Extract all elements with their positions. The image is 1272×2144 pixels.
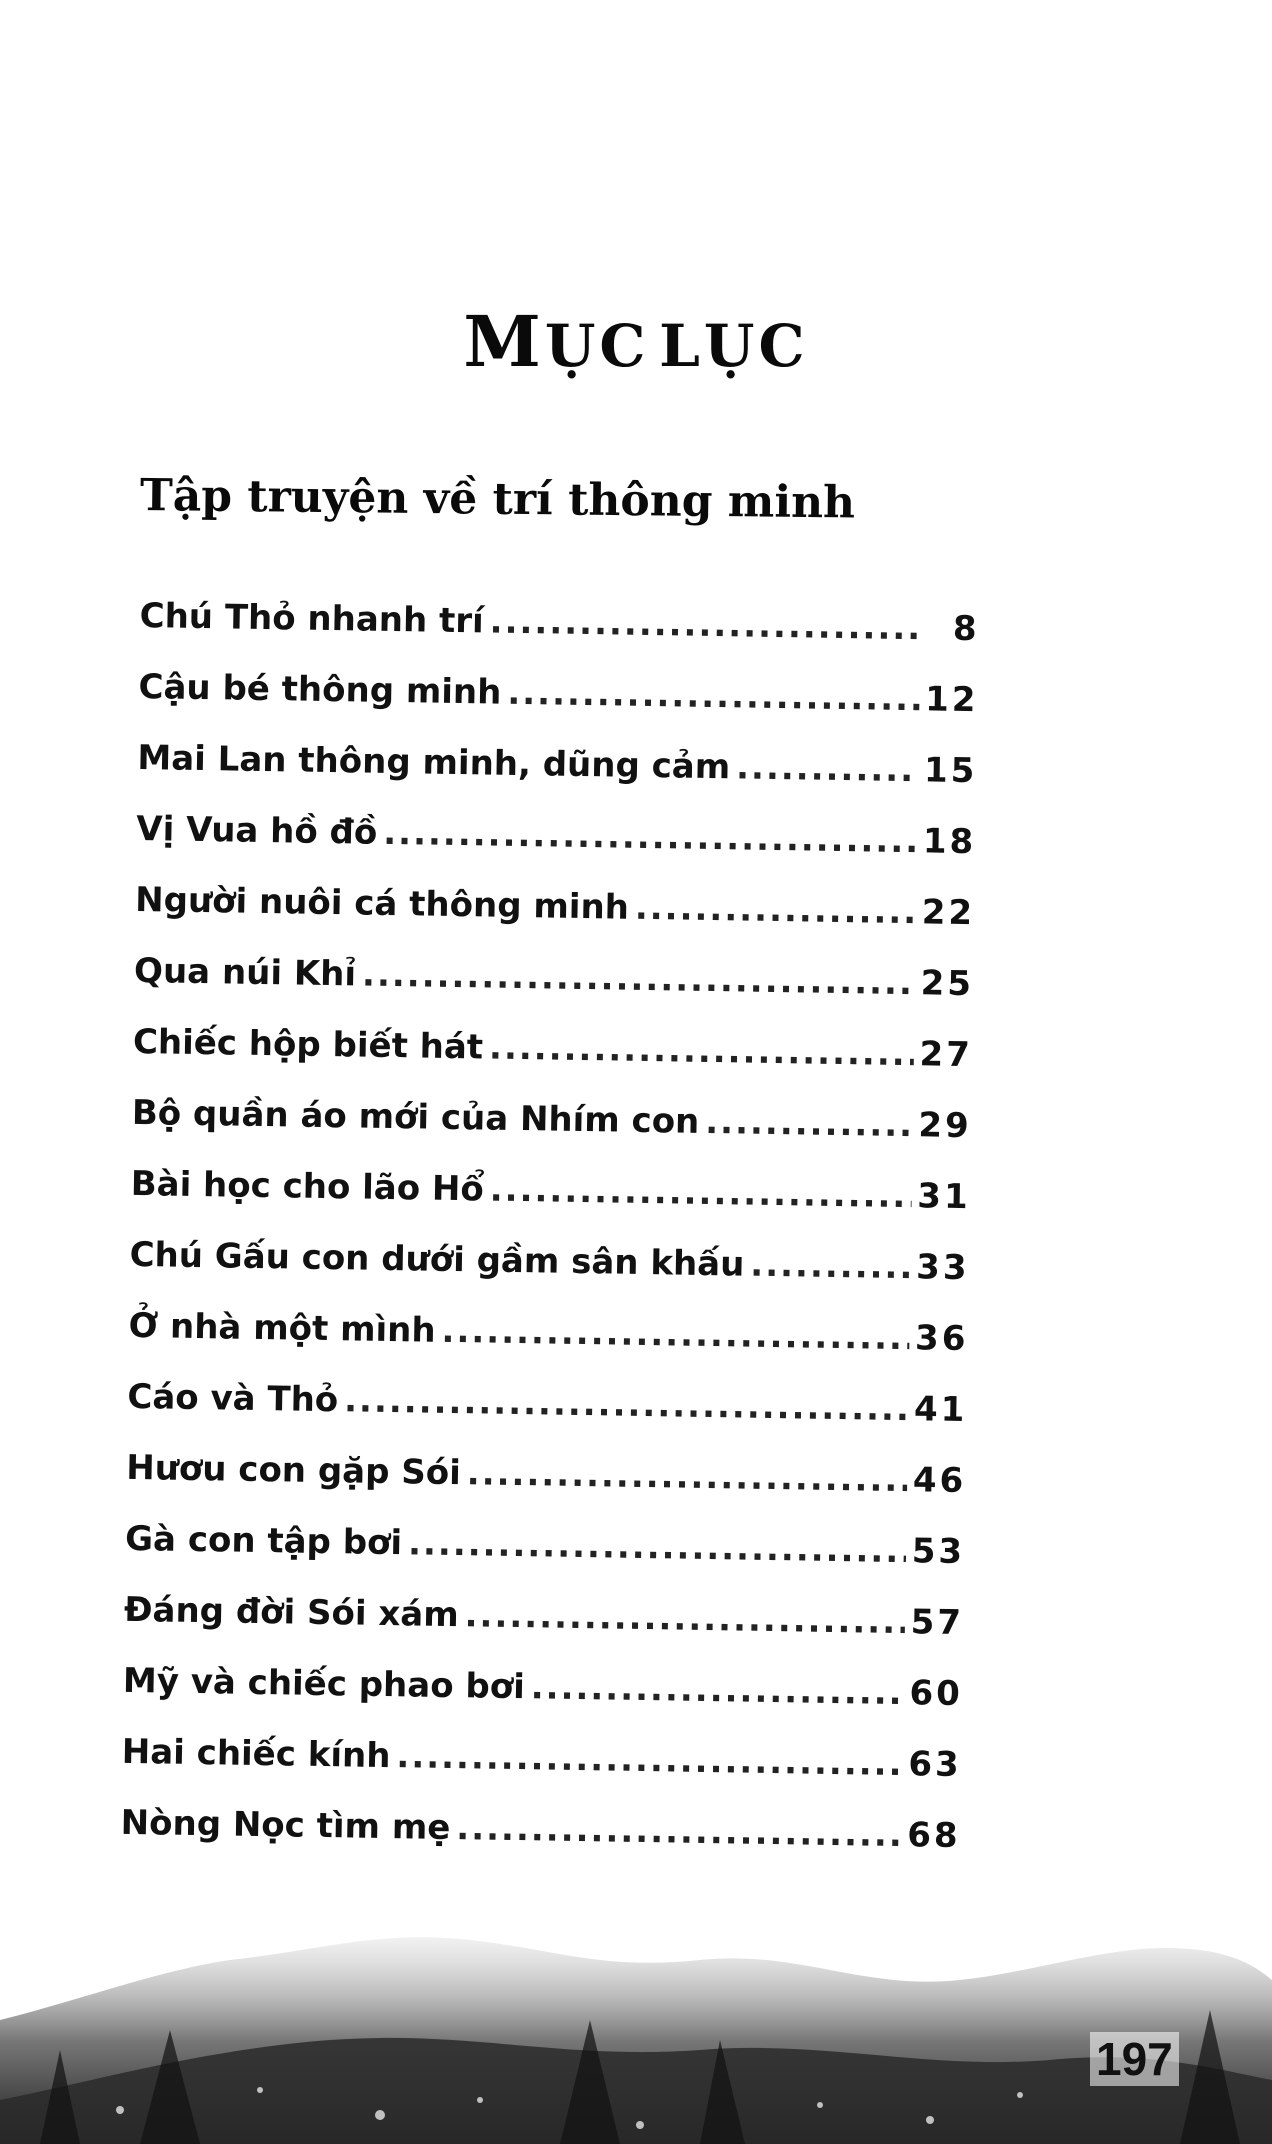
toc-entry-page: 41 — [913, 1389, 968, 1431]
landscape-illustration — [0, 1900, 1272, 2144]
toc-leader-dots — [464, 1595, 905, 1642]
toc-leader-dots — [736, 747, 918, 790]
toc-leader-dots — [441, 1311, 909, 1358]
toc-entry-title: Cáo và Thỏ — [127, 1376, 339, 1421]
toc-entry-title: Bộ quần áo mới của Nhím con — [131, 1092, 700, 1142]
toc-entry-page: 53 — [911, 1531, 966, 1573]
toc-entry — [120, 1803, 961, 1887]
toc-leader-dots — [489, 1028, 914, 1075]
toc-entry-title: Chú Gấu con dưới gầm sân khấu — [129, 1234, 745, 1285]
toc-leader-dots — [456, 1808, 902, 1855]
toc-entry-page: 8 — [952, 608, 980, 650]
toc-entry-title: Chú Thỏ nhanh trí — [139, 596, 485, 642]
toc-entry — [132, 1022, 973, 1106]
toc-entry-page: 27 — [919, 1034, 974, 1076]
toc-entry-title: Người nuôi cá thông minh — [134, 879, 630, 928]
page-title — [0, 300, 1272, 383]
toc-entry-title: Chiếc hộp biết hát — [132, 1021, 484, 1068]
toc-entry-title: Mỹ và chiếc phao bơi — [122, 1660, 526, 1708]
toc-entry-page: 22 — [921, 892, 976, 934]
toc-leader-dots — [467, 1453, 908, 1500]
toc-entry — [128, 1306, 969, 1390]
toc-leader-dots — [507, 673, 919, 719]
toc-entry-page: 29 — [918, 1105, 973, 1147]
toc-entry-title: Đáng đời Sói xám — [123, 1589, 459, 1636]
toc-entry-title: Vị Vua hồ đồ — [136, 808, 378, 853]
toc-entry-title: Gà con tập bơi — [124, 1518, 403, 1564]
toc-entry-page: 63 — [908, 1744, 963, 1786]
toc-leader-dots — [396, 1736, 903, 1784]
toc-entry-title: Ở nhà một mình — [128, 1305, 436, 1351]
section-title: Tập truyện về trí thông minh — [139, 470, 856, 529]
toc-entry — [139, 596, 980, 680]
title-second-word: LỤC — [659, 312, 809, 380]
toc-entry — [133, 951, 974, 1035]
toc-entry — [121, 1732, 962, 1816]
toc-entry-title: Nòng Nọc tìm mẹ — [120, 1802, 451, 1849]
toc-entry — [131, 1093, 972, 1177]
toc-entry-title: Hươu con gặp Sói — [125, 1447, 462, 1494]
toc-entry-title: Hai chiếc kính — [121, 1731, 391, 1777]
toc-entry — [129, 1235, 970, 1319]
toc-leader-dots — [344, 1380, 908, 1429]
toc-entry — [138, 667, 979, 751]
page-number: 197 — [1090, 2032, 1179, 2086]
toc-entry — [134, 880, 975, 964]
toc-entry-title: Bài học cho lão Hổ — [130, 1163, 485, 1210]
toc-entry-title: Qua núi Khỉ — [133, 950, 357, 995]
toc-entry-title: Mai Lan thông minh, dũng cảm — [137, 737, 731, 788]
toc-leader-dots — [705, 1102, 913, 1145]
toc-leader-dots — [408, 1523, 906, 1571]
toc-entry-page: 46 — [912, 1460, 967, 1502]
toc-leader-dots — [750, 1245, 910, 1288]
toc-entry-page: 57 — [910, 1602, 965, 1644]
toc-entry — [137, 738, 978, 822]
toc-entry — [136, 809, 977, 893]
toc-entry — [126, 1448, 967, 1532]
toc-leader-dots — [635, 888, 917, 932]
title-initial: M — [463, 300, 545, 383]
toc-entry-page: 31 — [917, 1176, 971, 1218]
toc-entry-page: 12 — [924, 679, 979, 721]
toc-entry — [122, 1661, 963, 1745]
toc-entry-page: 36 — [914, 1318, 969, 1360]
toc-entry-page: 60 — [909, 1673, 964, 1715]
title-rest: ỤC — [544, 312, 650, 380]
toc-entry — [127, 1377, 968, 1461]
toc-entry-page: 33 — [915, 1247, 970, 1289]
toc-entry — [123, 1590, 964, 1674]
toc-entry-page: 25 — [920, 963, 975, 1005]
toc-entry-page: 15 — [923, 750, 978, 792]
toc-leader-dots — [530, 1667, 903, 1713]
toc-leader-dots — [362, 955, 915, 1004]
table-of-contents — [120, 596, 980, 1887]
toc-leader-dots — [383, 813, 917, 861]
toc-entry-title: Cậu bé thông minh — [138, 666, 502, 713]
toc-entry — [130, 1164, 971, 1248]
toc-entry — [124, 1519, 965, 1603]
toc-leader-dots — [489, 1170, 911, 1217]
toc-entry-page: 18 — [922, 821, 977, 863]
toc-leader-dots — [489, 601, 923, 648]
toc-entry-page: 68 — [906, 1815, 961, 1857]
